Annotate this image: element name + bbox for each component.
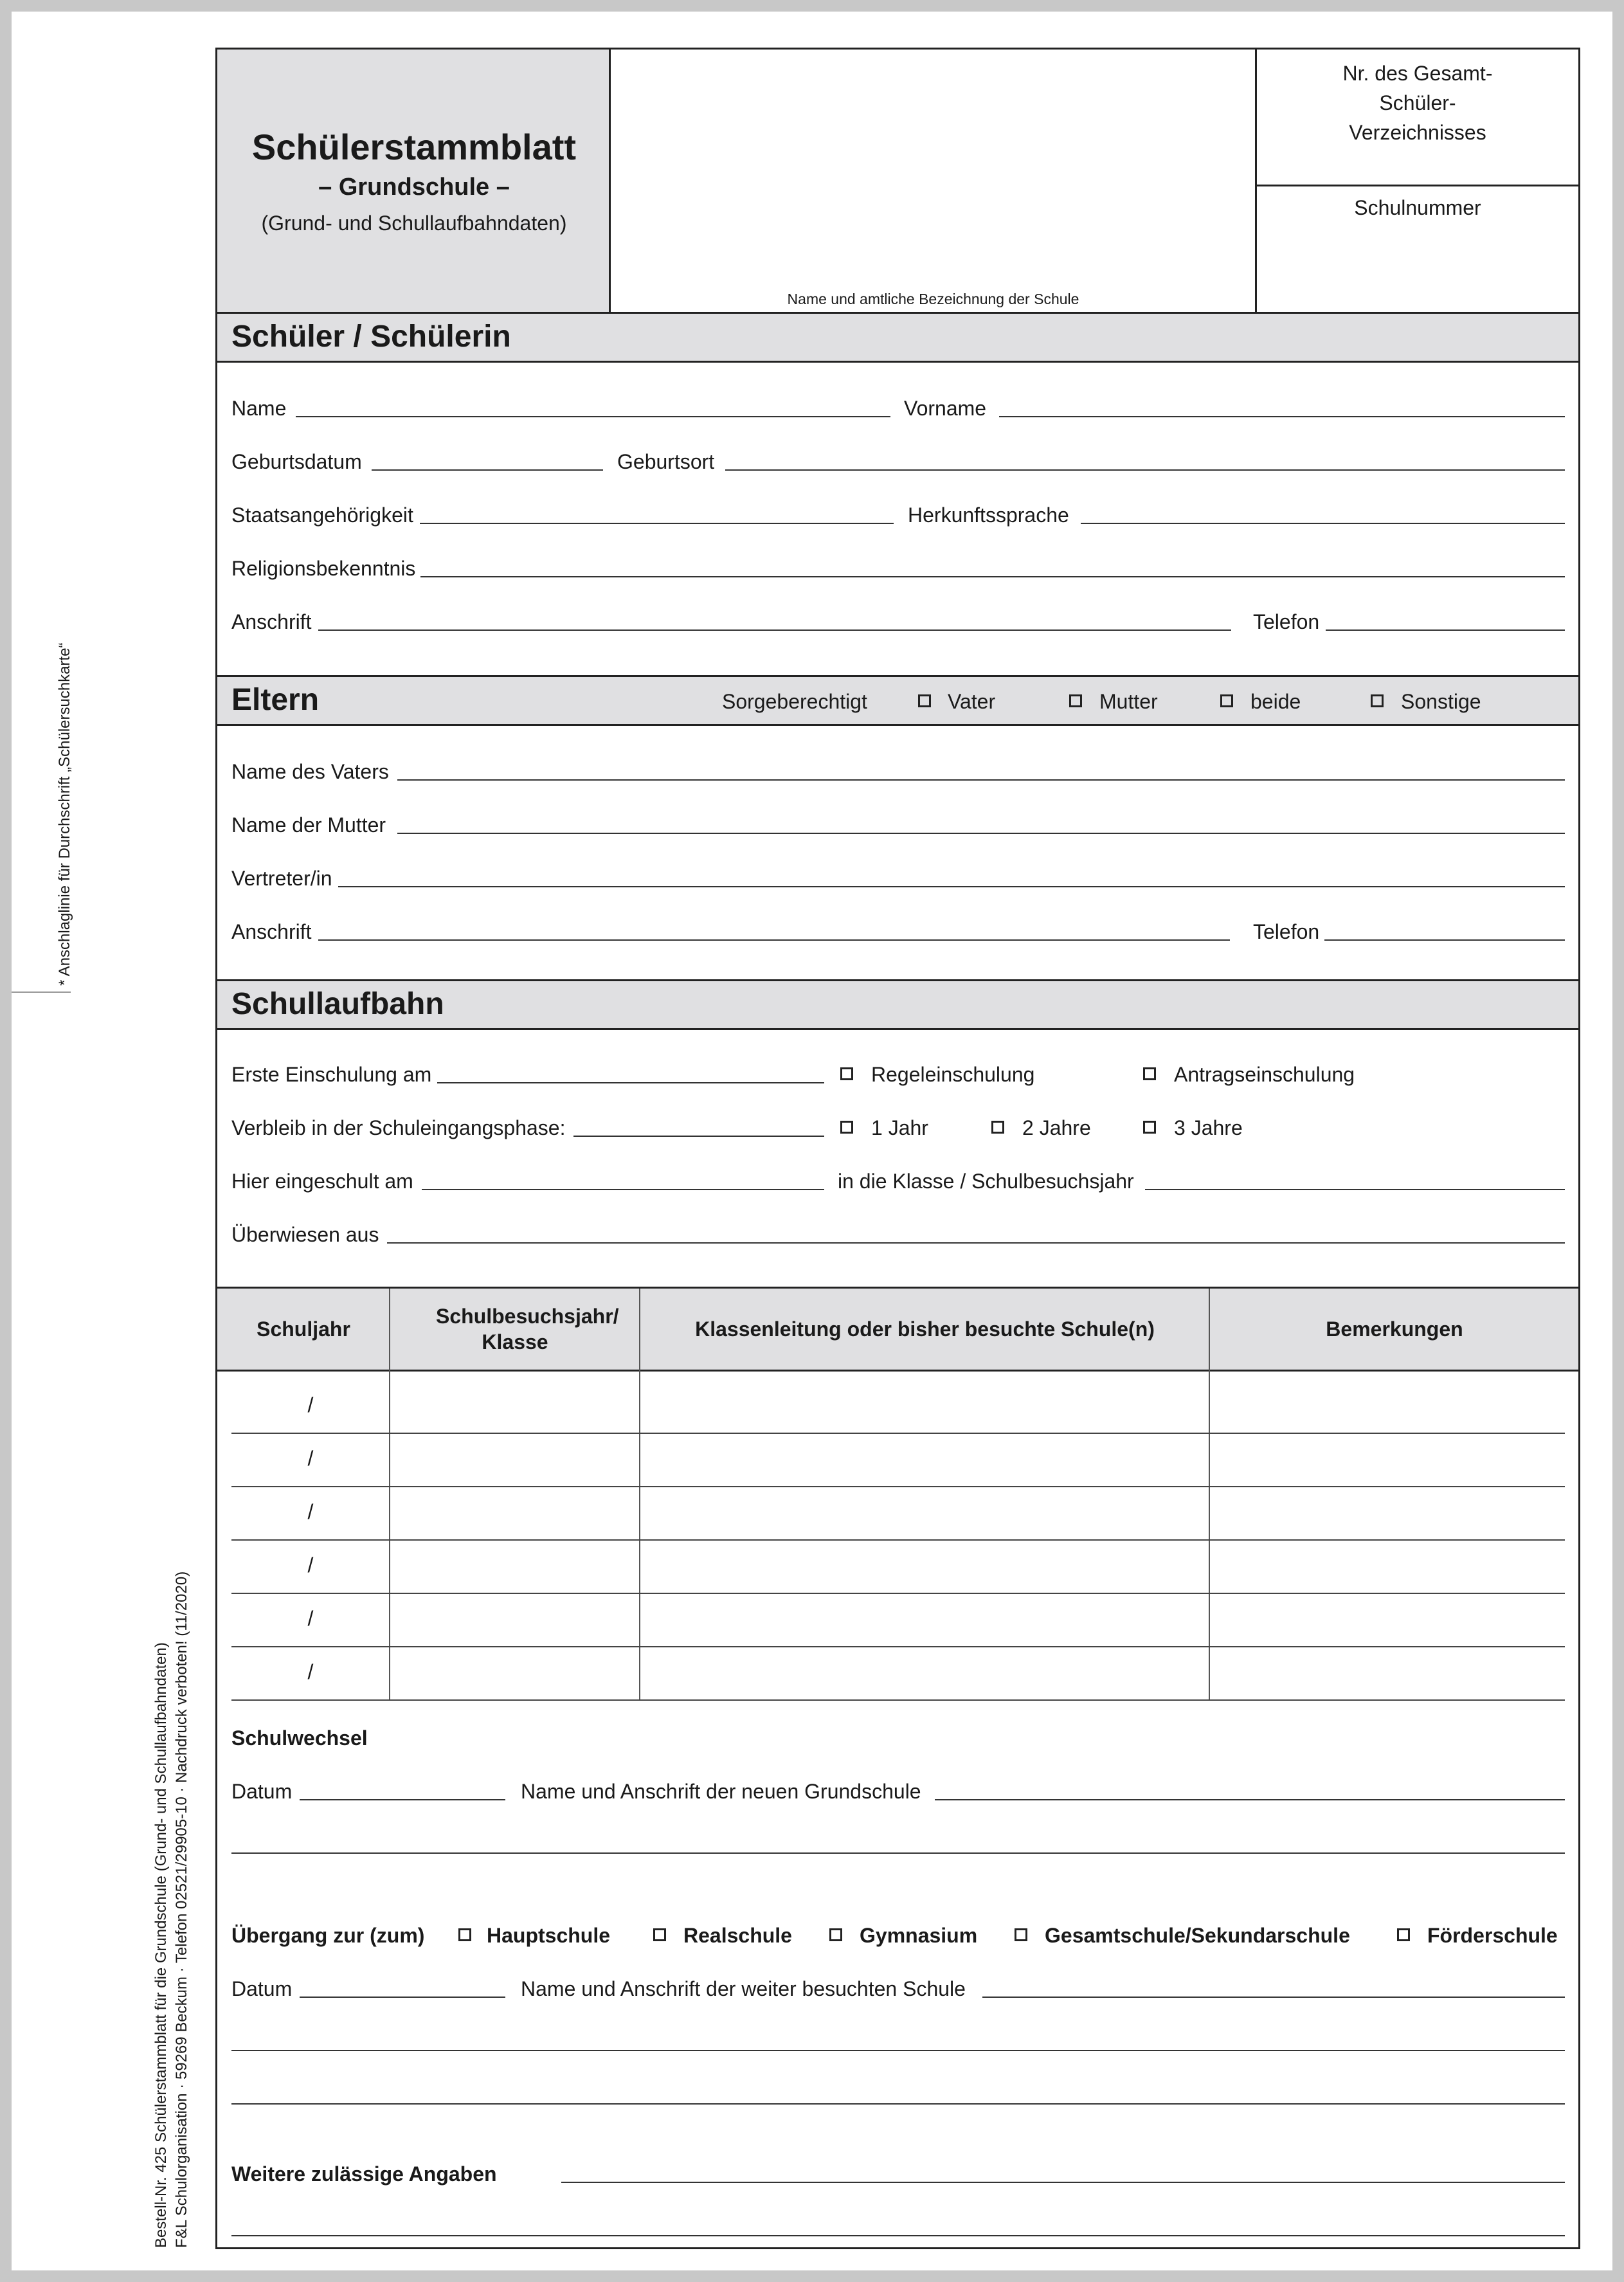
- phase-2-years-label: 2 Jahre: [1022, 1116, 1091, 1139]
- hauptschule-checkbox[interactable]: [458, 1928, 471, 1941]
- religion-field[interactable]: [420, 576, 1565, 577]
- father-name-label: Name des Vaters: [231, 760, 389, 783]
- further-info-heading: Weitere zulässige Angaben: [231, 2162, 497, 2186]
- custody-other-label: Sonstige: [1401, 690, 1481, 713]
- gymnasium-label: Gymnasium: [860, 1924, 978, 1947]
- crease-note: * Anschlaglinie für Durchschrift „Schülersuchkarte“: [56, 642, 73, 986]
- table-header-klasse: Schulbesuchsjahr/ Klasse: [436, 1305, 619, 1354]
- form-subtitle: – Grundschule –: [318, 174, 510, 201]
- table-row[interactable]: /: [307, 1500, 314, 1523]
- gesamtschule-label: Gesamtschule/Sekundarschule: [1045, 1924, 1350, 1947]
- father-name-field[interactable]: [397, 779, 1565, 781]
- origin-language-label: Herkunftssprache: [908, 503, 1069, 527]
- phase-1-year-label: 1 Jahr: [871, 1116, 928, 1139]
- table-header-klassenleitung: Klassenleitung oder bisher besuchte Schule(n): [695, 1318, 1155, 1341]
- application-enrollment-checkbox[interactable]: [1143, 1067, 1156, 1080]
- vorname-label: Vorname: [904, 397, 987, 420]
- birthdate-field[interactable]: [372, 469, 603, 471]
- parents-phone-label: Telefon: [1253, 920, 1320, 943]
- transition-date-field[interactable]: [300, 1997, 505, 1998]
- first-enrollment-field[interactable]: [437, 1082, 824, 1083]
- phase-3-years-label: 3 Jahre: [1174, 1116, 1243, 1139]
- hauptschule-label: Hauptschule: [487, 1924, 611, 1947]
- school-number-field[interactable]: [1257, 223, 1578, 310]
- representative-field[interactable]: [338, 886, 1565, 887]
- birthplace-label: Geburtsort: [617, 450, 715, 473]
- student-record-form: [215, 48, 1580, 2249]
- origin-language-field[interactable]: [1081, 523, 1565, 524]
- mother-name-field[interactable]: [397, 833, 1565, 834]
- crease-mark: [12, 992, 71, 993]
- realschule-checkbox[interactable]: [653, 1928, 666, 1941]
- student-heading: Schüler / Schülerin: [231, 320, 511, 354]
- student-phone-field[interactable]: [1326, 629, 1565, 631]
- table-row[interactable]: /: [307, 1553, 314, 1577]
- new-school-field-2[interactable]: [231, 1852, 1565, 1854]
- school-name-field[interactable]: [613, 50, 1256, 310]
- change-date-field[interactable]: [300, 1799, 505, 1800]
- table-divider: [1209, 1289, 1210, 1701]
- birthdate-label: Geburtsdatum: [231, 450, 362, 473]
- into-class-label: in die Klasse / Schulbesuchsjahr: [838, 1170, 1134, 1193]
- custody-father-checkbox[interactable]: [918, 694, 931, 707]
- table-header-schuljahr: Schuljahr: [257, 1318, 350, 1341]
- student-address-label: Anschrift: [231, 610, 312, 633]
- custody-both-label: beide: [1250, 690, 1301, 713]
- foerderschule-label: Förderschule: [1427, 1924, 1558, 1947]
- enrolled-here-label: Hier eingeschult am: [231, 1170, 413, 1193]
- next-school-field[interactable]: [982, 1997, 1565, 1998]
- parents-address-field[interactable]: [318, 939, 1230, 941]
- table-row[interactable]: /: [307, 1393, 314, 1417]
- table-row[interactable]: /: [307, 1607, 314, 1630]
- school-name-caption: Name und amtliche Bezeichnung der Schule: [787, 291, 1079, 307]
- change-heading: Schulwechsel: [231, 1726, 368, 1750]
- application-enrollment-label: Antragseinschulung: [1174, 1063, 1355, 1086]
- table-row[interactable]: /: [307, 1660, 314, 1683]
- table-divider: [639, 1289, 640, 1701]
- parents-address-label: Anschrift: [231, 920, 312, 943]
- first-enrollment-label: Erste Einschulung am: [231, 1063, 432, 1086]
- realschule-label: Realschule: [683, 1924, 792, 1947]
- nationality-label: Staatsangehörigkeit: [231, 503, 413, 527]
- name-field[interactable]: [296, 416, 890, 417]
- order-info-line-2: F&L Schulorganisation · 59269 Beckum · Telefon 02521/29905-10 · Nachdruck verboten! (11/2020): [173, 1571, 190, 2248]
- vorname-field[interactable]: [999, 416, 1565, 417]
- mother-name-label: Name der Mutter: [231, 813, 386, 837]
- table-divider: [389, 1289, 390, 1701]
- form-sheet: [12, 12, 1612, 2270]
- parents-phone-field[interactable]: [1324, 939, 1565, 941]
- school-number-label: Schulnummer: [1354, 196, 1481, 219]
- form-title: Schülerstammblatt: [251, 127, 577, 167]
- table-header-bemerkungen: Bemerkungen: [1326, 1318, 1463, 1341]
- student-address-field[interactable]: [318, 629, 1231, 631]
- form-description: (Grund- und Schullaufbahndaten): [261, 212, 567, 235]
- foerderschule-checkbox[interactable]: [1397, 1928, 1410, 1941]
- career-heading: Schullaufbahn: [231, 987, 444, 1021]
- custody-mother-label: Mutter: [1099, 690, 1158, 713]
- transferred-from-field[interactable]: [387, 1242, 1565, 1244]
- gesamtschule-checkbox[interactable]: [1015, 1928, 1027, 1941]
- order-info-line-1: Bestell-Nr. 425 Schülerstammblatt für die Grundschule (Grund- und Schullaufbahndaten): [152, 1642, 170, 2248]
- custody-label: Sorgeberechtigt: [722, 690, 867, 713]
- change-date-label: Datum: [231, 1780, 293, 1803]
- birthplace-field[interactable]: [725, 469, 1565, 471]
- transition-heading: Übergang zur (zum): [231, 1924, 425, 1947]
- nationality-field[interactable]: [420, 523, 894, 524]
- representative-label: Vertreter/in: [231, 867, 332, 890]
- next-school-field-2[interactable]: [231, 2050, 1565, 2051]
- parents-heading: Eltern: [231, 683, 320, 717]
- religion-label: Religionsbekenntnis: [231, 557, 416, 580]
- student-phone-label: Telefon: [1253, 610, 1320, 633]
- further-info-field[interactable]: [561, 2182, 1565, 2183]
- transition-date-label: Datum: [231, 1977, 293, 2000]
- further-info-field-2[interactable]: [231, 2235, 1565, 2236]
- regular-enrollment-label: Regeleinschulung: [871, 1063, 1035, 1086]
- custody-mother-checkbox[interactable]: [1069, 694, 1082, 707]
- phase-1-year-checkbox[interactable]: [840, 1121, 853, 1134]
- name-label: Name: [231, 397, 287, 420]
- new-school-field[interactable]: [935, 1799, 1565, 1800]
- phase-2-years-checkbox[interactable]: [991, 1121, 1004, 1134]
- regular-enrollment-checkbox[interactable]: [840, 1067, 853, 1080]
- next-school-field-3[interactable]: [231, 2103, 1565, 2105]
- entry-phase-field[interactable]: [573, 1136, 824, 1137]
- enrolled-here-field[interactable]: [422, 1189, 824, 1190]
- entry-phase-label: Verbleib in der Schuleingangsphase:: [231, 1116, 566, 1139]
- register-number-label: Nr. des Gesamt-Schüler-Verzeichnisses: [1342, 62, 1493, 144]
- into-class-field[interactable]: [1145, 1189, 1565, 1190]
- table-row[interactable]: /: [307, 1447, 314, 1470]
- custody-both-checkbox[interactable]: [1220, 694, 1233, 707]
- register-number-field[interactable]: [1257, 120, 1578, 185]
- next-school-label: Name und Anschrift der weiter besuchten Schule: [521, 1977, 966, 2000]
- custody-other-checkbox[interactable]: [1371, 694, 1384, 707]
- new-school-label: Name und Anschrift der neuen Grundschule: [521, 1780, 921, 1803]
- phase-3-years-checkbox[interactable]: [1143, 1121, 1156, 1134]
- gymnasium-checkbox[interactable]: [829, 1928, 842, 1941]
- transferred-from-label: Überwiesen aus: [231, 1223, 379, 1246]
- custody-father-label: Vater: [948, 690, 996, 713]
